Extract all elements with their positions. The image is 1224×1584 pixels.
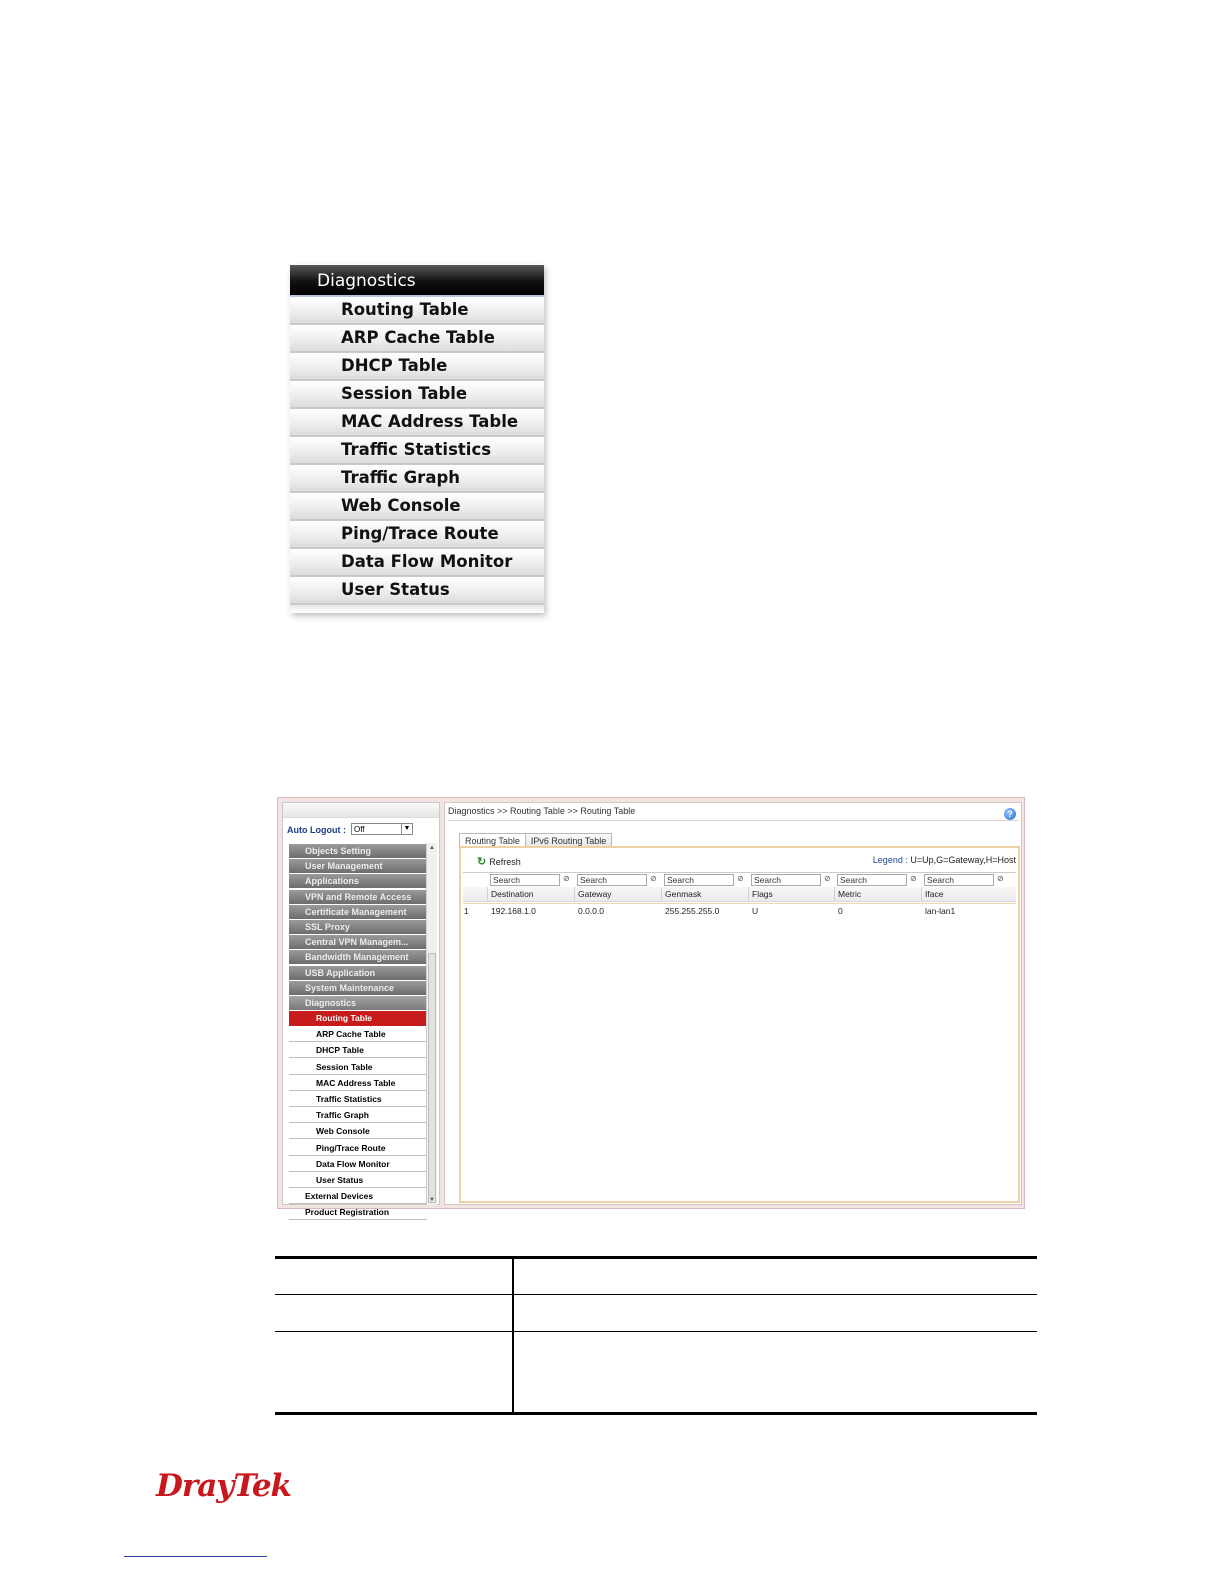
table-row-divider <box>275 1331 1037 1332</box>
tab-bar <box>459 831 611 846</box>
menu-item-routing-table[interactable]: Routing Table <box>290 297 544 325</box>
sidebar-item-vpn-remote-access[interactable]: VPN and Remote Access <box>289 890 427 904</box>
column-separator <box>574 887 575 901</box>
tab-routing-table[interactable]: Routing Table <box>459 833 526 848</box>
legend <box>873 855 1016 865</box>
legend-text: U=Up,G=Gateway,H=Host <box>910 855 1016 865</box>
menu-item-ping-trace-route[interactable]: Ping/Trace Route <box>290 521 544 549</box>
table-row-divider <box>275 1294 1037 1295</box>
sidebar-nav <box>289 844 427 1222</box>
scrollbar-thumb[interactable] <box>428 953 436 1203</box>
column-separator <box>834 887 835 901</box>
scroll-down-icon[interactable]: ▼ <box>429 1197 435 1203</box>
sidebar-item-ssl-proxy[interactable]: SSL Proxy <box>289 920 427 934</box>
search-icon[interactable]: ⊘ <box>997 874 1004 883</box>
sidebar-subitem-mac-address-table[interactable]: MAC Address Table <box>289 1076 427 1091</box>
menu-item-data-flow-monitor[interactable]: Data Flow Monitor <box>290 549 544 577</box>
menu-item-mac-address-table[interactable]: MAC Address Table <box>290 409 544 437</box>
sidebar-item-product-registration[interactable]: Product Registration <box>289 1205 427 1220</box>
search-input-genmask[interactable]: Search <box>664 874 734 886</box>
sidebar-subitem-traffic-statistics[interactable]: Traffic Statistics <box>289 1092 427 1107</box>
column-separator <box>487 887 488 901</box>
routing-grid <box>463 872 1016 918</box>
sidebar-subitem-traffic-graph[interactable]: Traffic Graph <box>289 1108 427 1123</box>
sidebar-subitem-session-table[interactable]: Session Table <box>289 1060 427 1075</box>
menu-item-arp-cache-table[interactable]: ARP Cache Table <box>290 325 544 353</box>
scroll-up-icon[interactable]: ▲ <box>429 845 435 851</box>
table-column-divider <box>512 1259 514 1412</box>
refresh-icon: ↻ <box>477 856 487 868</box>
auto-logout-label: Auto Logout : <box>287 825 346 835</box>
search-icon[interactable]: ⊘ <box>737 874 744 883</box>
sidebar-item-central-vpn[interactable]: Central VPN Managem... <box>289 935 427 949</box>
menu-item-dhcp-table[interactable]: DHCP Table <box>290 353 544 381</box>
column-separator <box>661 887 662 901</box>
search-icon[interactable]: ⊘ <box>563 874 570 883</box>
cell-index: 1 <box>464 906 469 916</box>
column-header-metric[interactable]: Metric <box>838 889 862 899</box>
menu-fade <box>290 605 544 613</box>
column-header-flags[interactable]: Flags <box>752 889 773 899</box>
refresh-label: Refresh <box>489 857 521 867</box>
sidebar-subitem-dhcp-table[interactable]: DHCP Table <box>289 1043 427 1058</box>
draytek-logo: DrayTek <box>156 1468 292 1504</box>
auto-logout-select[interactable] <box>351 823 413 835</box>
description-table <box>275 1256 1037 1415</box>
cell-genmask: 255.255.255.0 <box>665 906 720 916</box>
search-icon[interactable]: ⊘ <box>824 874 831 883</box>
sidebar-item-usb-application[interactable]: USB Application <box>289 966 427 980</box>
search-input-iface[interactable]: Search <box>924 874 994 886</box>
footer-line <box>124 1556 267 1557</box>
sidebar-item-bandwidth-management[interactable]: Bandwidth Management <box>289 950 427 964</box>
column-header-genmask[interactable]: Genmask <box>665 889 702 899</box>
sidebar-item-diagnostics[interactable]: Diagnostics <box>289 996 427 1010</box>
cell-iface: lan-lan1 <box>925 906 956 916</box>
menu-item-web-console[interactable]: Web Console <box>290 493 544 521</box>
table-row[interactable] <box>463 903 1016 918</box>
refresh-button[interactable] <box>477 855 521 868</box>
sidebar-item-certificate-management[interactable]: Certificate Management <box>289 905 427 919</box>
breadcrumb: Diagnostics >> Routing Table >> Routing Table <box>448 806 636 816</box>
tab-ipv6-routing-table[interactable]: IPv6 Routing Table <box>525 833 612 848</box>
menu-item-user-status[interactable]: User Status <box>290 577 544 605</box>
menu-item-session-table[interactable]: Session Table <box>290 381 544 409</box>
search-icon[interactable]: ⊘ <box>910 874 917 883</box>
sidebar-subitem-arp-cache-table[interactable]: ARP Cache Table <box>289 1027 427 1042</box>
auto-logout-value: Off <box>354 825 365 834</box>
help-icon[interactable]: ? <box>1004 808 1016 820</box>
router-screenshot <box>277 797 1025 1218</box>
header-row <box>463 887 1016 902</box>
diagnostics-menu <box>290 265 544 613</box>
search-row <box>463 872 1016 887</box>
column-separator <box>748 887 749 901</box>
cell-gateway: 0.0.0.0 <box>578 906 604 916</box>
search-input-gateway[interactable]: Search <box>577 874 647 886</box>
column-separator <box>921 887 922 901</box>
sidebar-item-objects-setting[interactable]: Objects Setting <box>289 844 427 858</box>
sidebar-subitem-ping-trace-route[interactable]: Ping/Trace Route <box>289 1141 427 1156</box>
sidebar-item-external-devices[interactable]: External Devices <box>289 1189 427 1204</box>
sidebar-item-user-management[interactable]: User Management <box>289 859 427 873</box>
column-header-destination[interactable]: Destination <box>491 889 534 899</box>
sidebar-top-bar <box>283 803 439 818</box>
column-header-gateway[interactable]: Gateway <box>578 889 612 899</box>
search-input-metric[interactable]: Search <box>837 874 907 886</box>
cell-flags: U <box>752 906 759 916</box>
sidebar-scrollbar[interactable] <box>426 843 437 1205</box>
column-header-iface[interactable]: Iface <box>925 889 944 899</box>
chevron-down-icon[interactable]: ▼ <box>401 824 412 834</box>
sidebar-item-applications[interactable]: Applications <box>289 874 427 888</box>
menu-item-traffic-graph[interactable]: Traffic Graph <box>290 465 544 493</box>
sidebar-subitem-routing-table[interactable]: Routing Table <box>289 1011 427 1026</box>
sidebar-subitem-user-status[interactable]: User Status <box>289 1173 427 1188</box>
divider <box>448 820 1018 821</box>
search-icon[interactable]: ⊘ <box>650 874 657 883</box>
legend-label: Legend : <box>872 855 908 865</box>
cell-destination: 192.168.1.0 <box>491 906 536 916</box>
search-input-destination[interactable]: Search <box>490 874 560 886</box>
cell-metric: 0 <box>838 906 843 916</box>
diagnostics-menu-title: Diagnostics <box>290 265 544 297</box>
sidebar-item-system-maintenance[interactable]: System Maintenance <box>289 981 427 995</box>
main-content <box>444 802 1022 1205</box>
routing-table-panel <box>459 846 1020 1203</box>
sidebar-subitem-web-console[interactable]: Web Console <box>289 1124 427 1139</box>
search-input-flags[interactable]: Search <box>751 874 821 886</box>
sidebar <box>282 802 440 1218</box>
sidebar-subitem-data-flow-monitor[interactable]: Data Flow Monitor <box>289 1157 427 1172</box>
menu-item-traffic-statistics[interactable]: Traffic Statistics <box>290 437 544 465</box>
